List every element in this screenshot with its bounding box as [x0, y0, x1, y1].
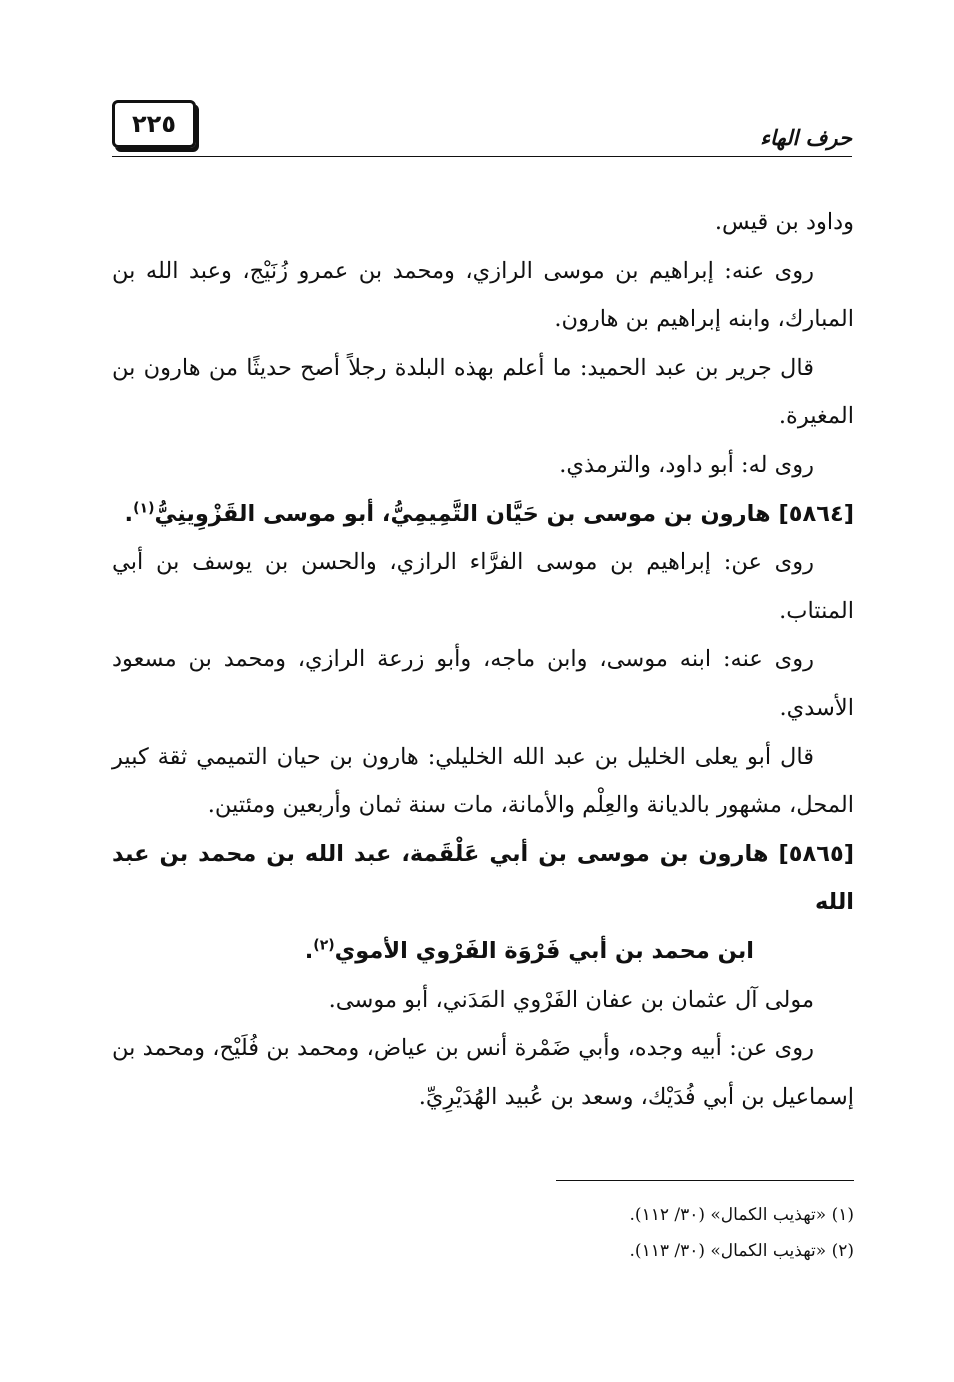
footnote: (٢) «تهذيب الكمال» (٣٠/ ١١٣).	[629, 1241, 854, 1261]
entry-heading-text: ابن محمد بن أبي فَرْوَة الفَرْوي الأموي	[334, 937, 754, 964]
quote-paragraph: قال جرير بن عبد الحميد: ما أعلم بهذه البلدة رجلاً أصح حديثًا من هارون بن المغيرة.	[112, 354, 854, 430]
running-title: حرف الهاء	[760, 126, 852, 150]
entry-heading-text: [٥٨٦٤] هارون بن موسى بن حَيَّان التَّمِيمِيُّ، أبو موسى القَزْوِينِيُّ	[154, 500, 854, 527]
narrators-paragraph: روى عنه: ابنه موسى، وابن ماجه، وأبو زرعة الرازي، ومحمد بن مسعود الأسدي.	[112, 646, 854, 721]
narrated-by-paragraph: روى له: أبو داود، والترمذي.	[559, 451, 814, 478]
page-header	[112, 92, 852, 162]
text-line: وداود بن قيس.	[714, 209, 854, 235]
narrators-from-paragraph: روى عنه: إبراهيم بن موسى الرازي، ومحمد بن عمرو زُنَيْج، وعبد الله بن المبارك، وابنه إبراهيم بن هارون.	[112, 257, 854, 333]
page-number: ٢٢٥	[132, 110, 176, 138]
header-rule	[112, 156, 852, 157]
entry-heading	[112, 490, 854, 539]
footnote: (١) «تهذيب الكمال» (٣٠/ ١١٢).	[629, 1205, 854, 1225]
footnotes	[254, 1197, 854, 1269]
entry-heading-end: .	[124, 500, 134, 527]
biography-paragraph: قال أبو يعلى الخليل بن عبد الله الخليلي: هارون بن حيان التميمي ثقة كبير المحل، مشهور بالديانة والعِلْم والأمانة، مات سنة ثمان وأربعين ومئتين.	[112, 743, 854, 819]
footnote-rule	[556, 1180, 854, 1181]
entry-heading-end: .	[304, 937, 314, 964]
page-number-box	[112, 100, 196, 148]
narrated-from-paragraph: روى عن: إبراهيم بن موسى الفرَّاء الرازي، والحسن بن يوسف بن أبي المنتاب.	[112, 549, 854, 624]
footnote-ref: (١)	[133, 500, 155, 517]
lineage-paragraph: مولى آل عثمان بن عفان الفَرْوي المَدَني، أبو موسى.	[328, 986, 814, 1013]
footnote-ref: (٢)	[313, 937, 335, 954]
entry-heading-continued	[112, 927, 854, 976]
narrated-from-paragraph: روى عن: أبيه وجده، وأبي ضَمْرة أنس بن عياض، ومحمد بن فُلَيْح، ومحمد بن إسماعيل بن أبي فُدَيْك، وسعد بن عُبيد الهُدَيْرِيِّ.	[112, 1035, 854, 1110]
entry-heading: [٥٨٦٥] هارون بن موسى بن أبي عَلْقَمة، عبد الله بن محمد بن عبد الله	[112, 840, 854, 916]
main-text	[112, 198, 854, 1121]
